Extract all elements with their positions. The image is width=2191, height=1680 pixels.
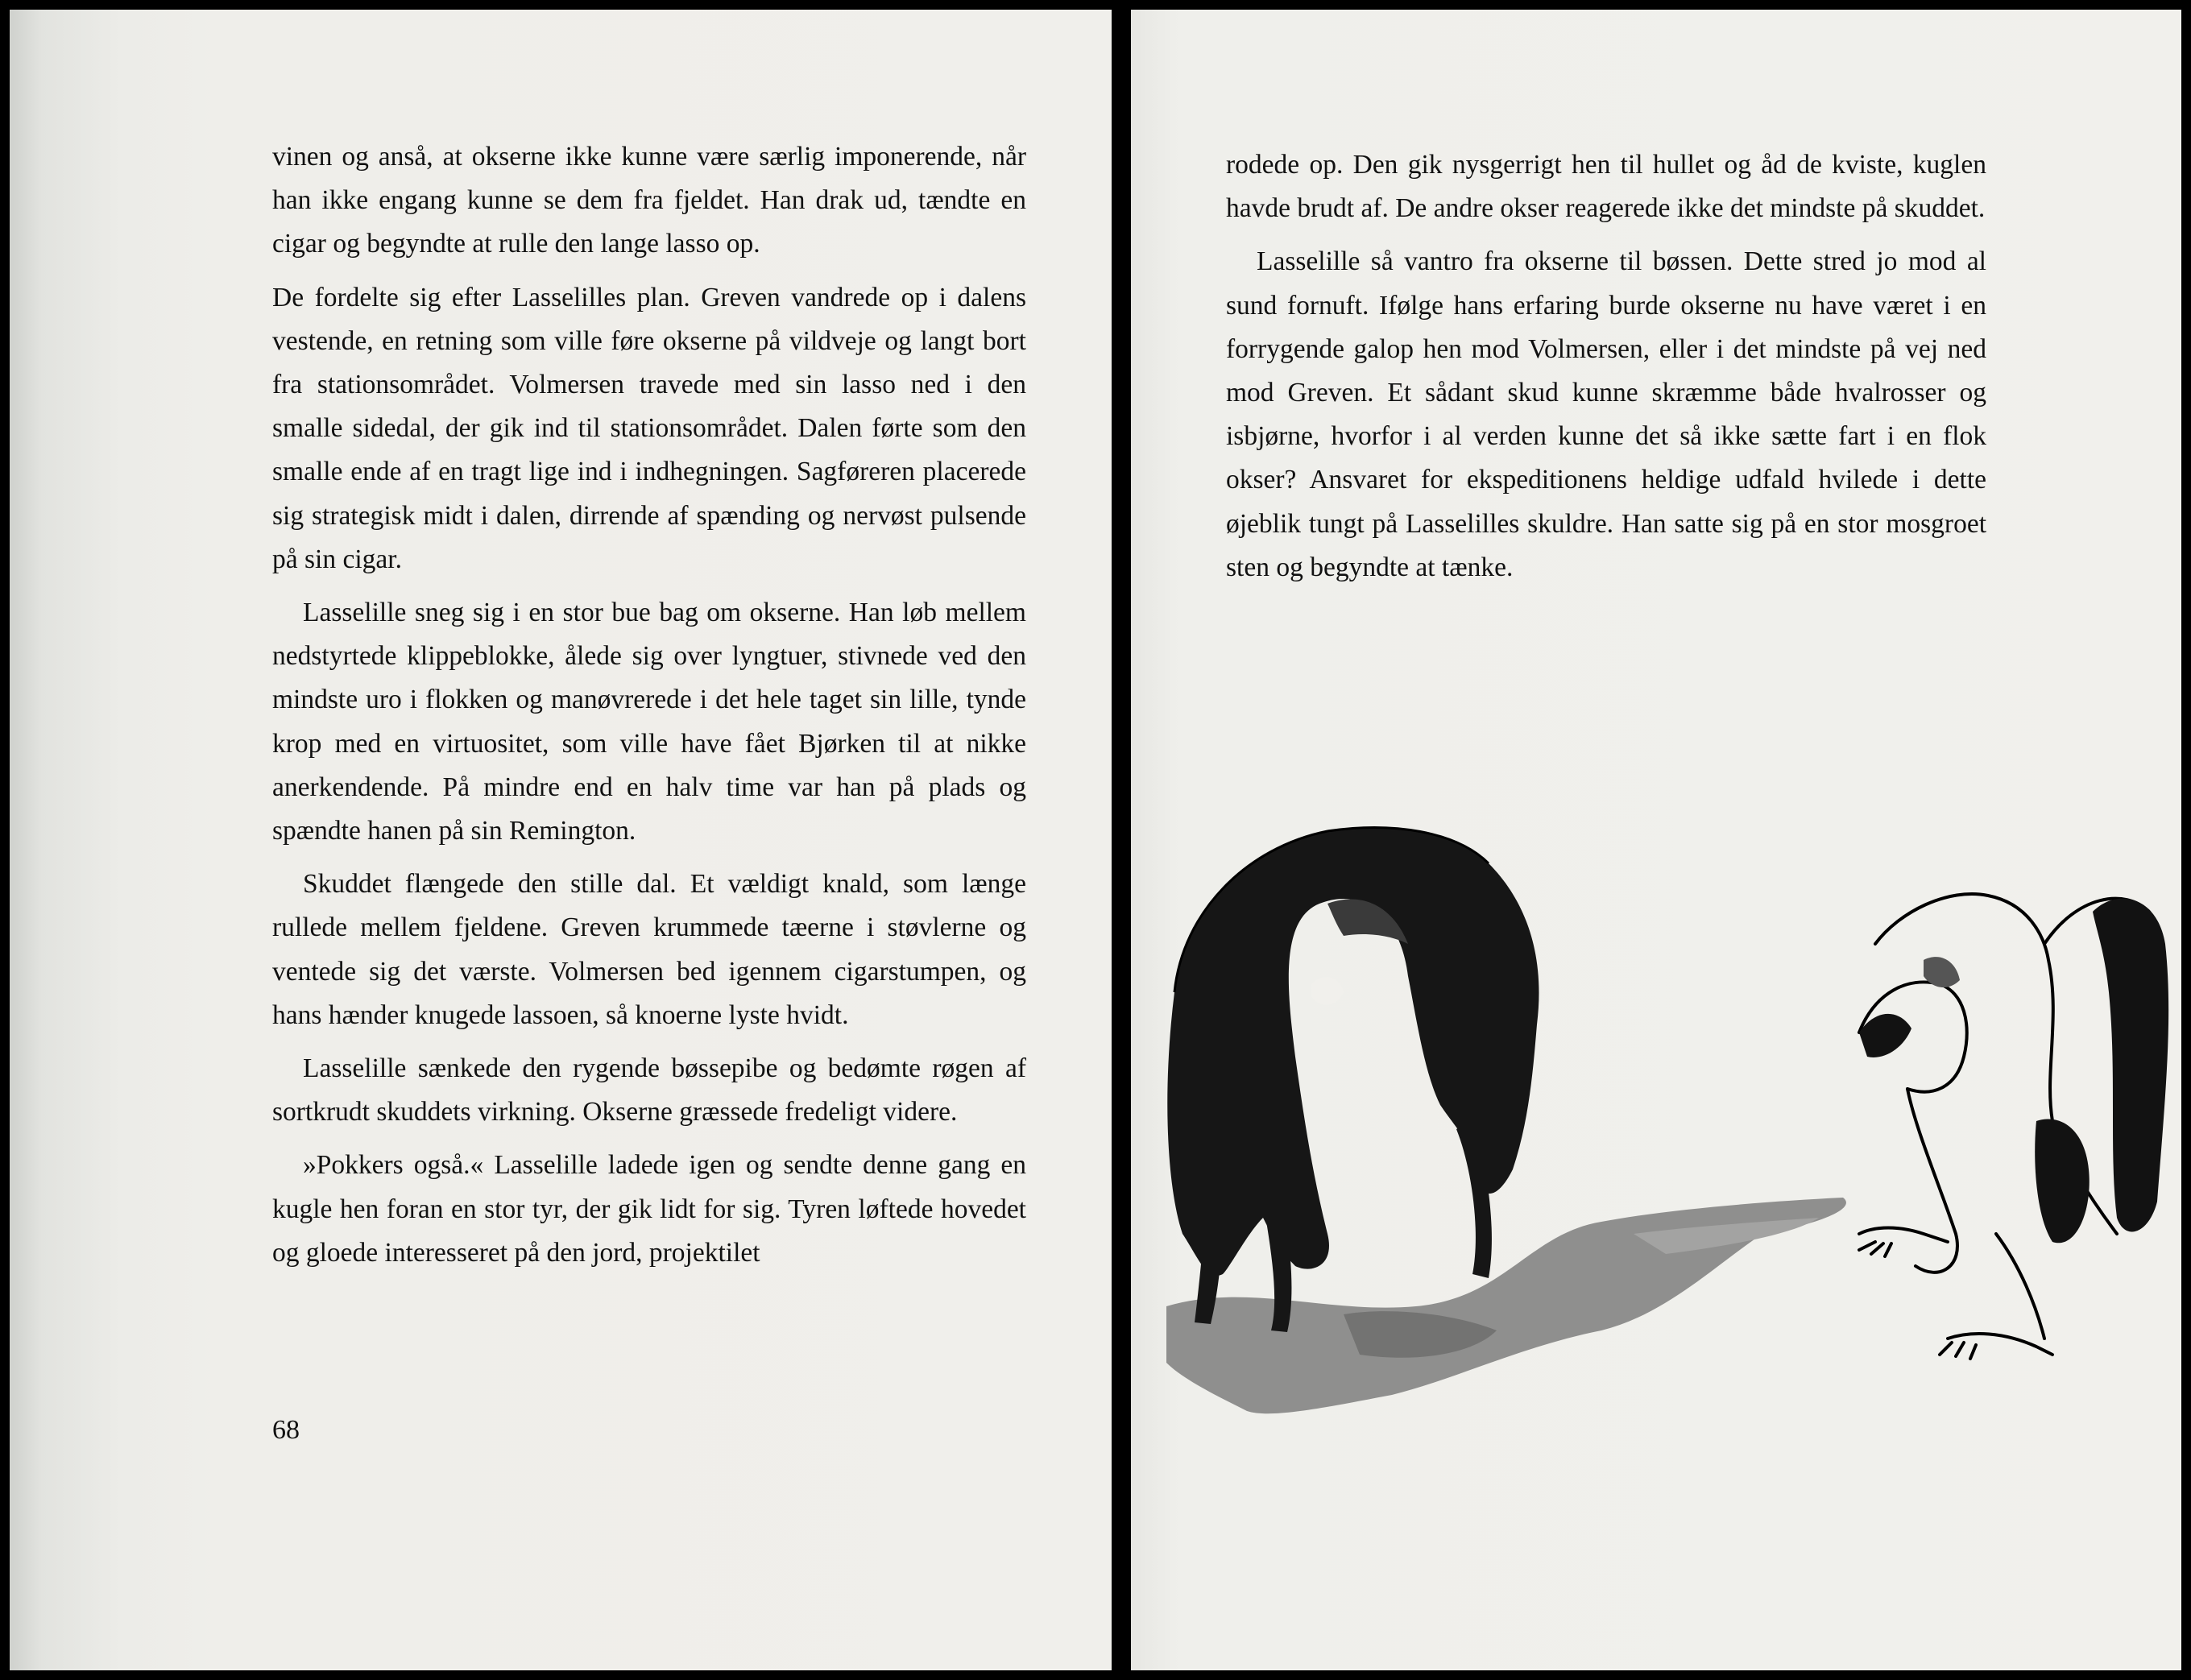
paragraph: »Pokkers også.« Lasselille ladede igen og sendte denne gang en kugle hen foran en stor tyr, der gik lidt for sig. Tyren løftede hovedet og gloede interesseret på den jord, projektilet xyxy=(272,1150,1026,1268)
ink-illustration xyxy=(1150,751,2181,1427)
musk-ox-drawing xyxy=(1167,828,1539,1332)
paragraph: De fordelte sig efter Lasselilles plan. Greven vandrede op i dalens vestende, en retning som ville føre okserne på vildveje og langt bort fra stationsområdet. Volmersen travede med sin lasso ned i den smalle sidedal, der gik ind til stationsområdet. Dalen førte som den smalle ende af en tragt lige ind i indhegningen. Sagføreren placerede sig strategisk midt i dalen, dirrende af spænding og nervøst pulsende på sin cigar. xyxy=(272,282,1026,574)
paragraph: Skuddet flængede den stille dal. Et vældigt knald, som længe rullede mellem fjeldene. Greven krummede tæerne i støvlerne og ventede sig det værste. Volmersen bed igennem cigarstumpen, og hans hænder knugede lassoen, så knoerne lyste hvidt. xyxy=(272,869,1026,1030)
man-dark-patches xyxy=(1859,899,2168,1243)
paragraph: rodede op. Den gik nysgerrigt hen til hullet og åd de kviste, kuglen havde brudt af. De andre okser reagerede ikke det mindste på skuddet. xyxy=(1226,150,1986,224)
right-page xyxy=(1131,10,2181,1670)
left-page-text xyxy=(272,135,1026,1285)
paragraph: Lasselille så vantro fra okserne til bøssen. Dette stred jo mod al sund fornuft. Ifølge hans erfaring burde okserne nu have været i en forrygende galop hen mod Volmersen, eller i det mindste på vej ned mod Greven. Et sådant skud kunne skræmme både hvalrosser og isbjørne, hvorfor i al verden kunne det så ikke sætte fart i en flok okser? Ansvaret for ekspeditionens heldige udfald hvilede i dette øjeblik tungt på Lasselilles skuldre. Han satte sig på en stor mosgroet sten og begyndte at tænke. xyxy=(1226,246,1986,582)
paragraph: Lasselille sænkede den rygende bøssepibe og bedømte røgen af sortkrudt skuddets virkning. Okserne græssede fredeligt videre. xyxy=(272,1053,1026,1128)
page-number: 68 xyxy=(272,1415,300,1445)
paragraph: vinen og anså, at okserne ikke kunne være særlig imponerende, når han ikke engang kunne se dem fra fjeldet. Han drak ud, tændte en cigar og begyndte at rulle den lange lasso op. xyxy=(272,142,1026,259)
paragraph: Lasselille sneg sig i en stor bue bag om okserne. Han løb mellem nedstyrtede klippeblokke, ålede sig over lyngtuer, stivnede ved den mindste uro i flokken og manøvrerede i det hele taget sin lille, tynde krop med en virtuositet, som ville have fået Bjørken til at nikke anerkendende. På mindre end en halv time var han på plads og spændte hanen på sin Remington. xyxy=(272,598,1026,846)
right-page-text xyxy=(1226,143,1986,599)
left-page xyxy=(10,10,1112,1670)
